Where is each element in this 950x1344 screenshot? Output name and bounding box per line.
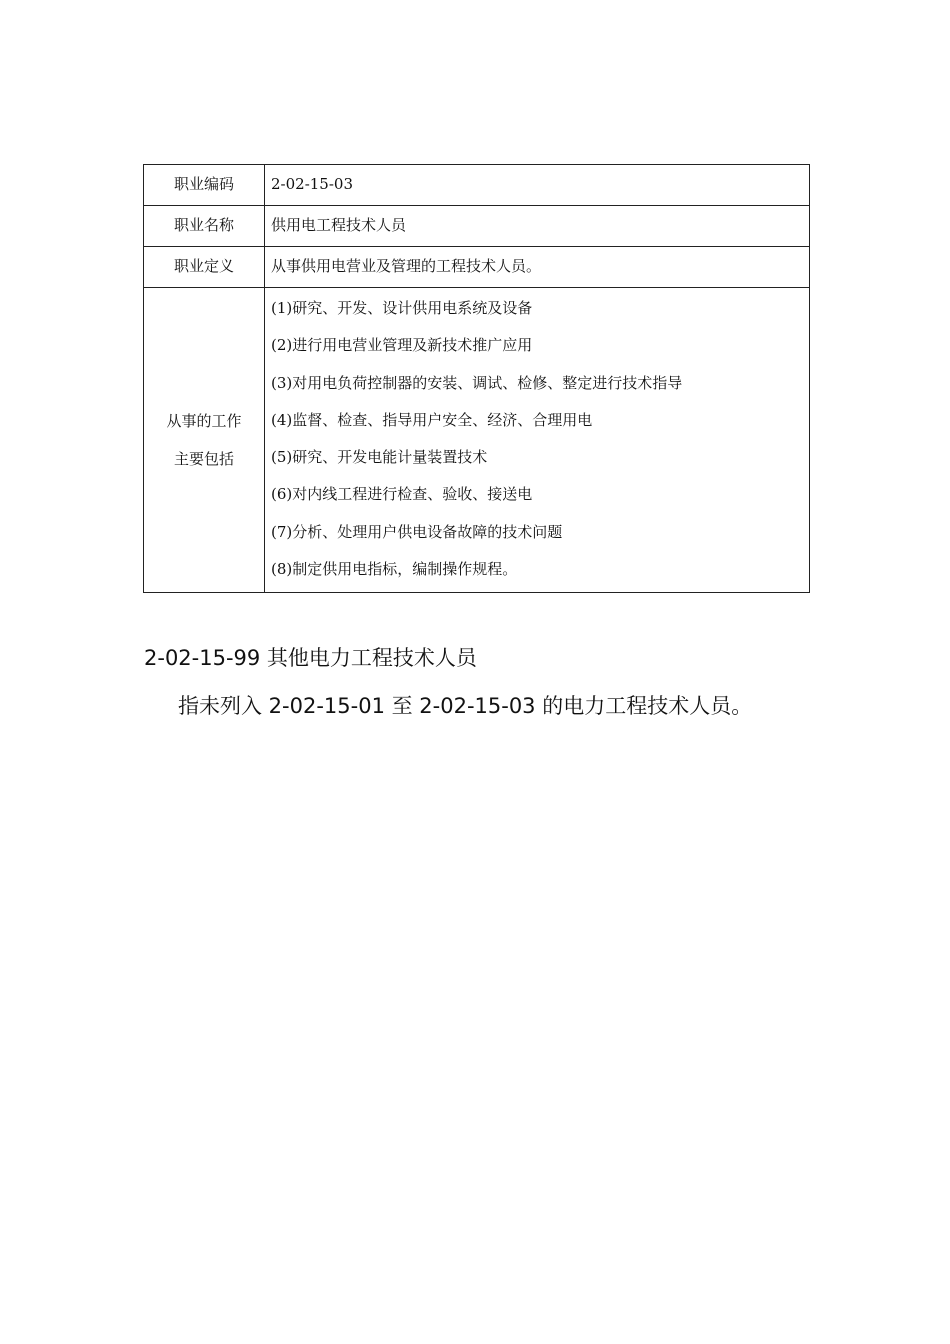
occupation-table: [143, 164, 810, 593]
table-row: [144, 165, 810, 206]
duty-list: [265, 288, 809, 592]
occupation-name-value: 供用电工程技术人员: [265, 206, 810, 247]
duties-label: [144, 288, 265, 593]
table-row: [144, 206, 810, 247]
duties-label-line-2: 主要包括: [173, 450, 234, 469]
list-item: (1)研究、开发、设计供用电系统及设备: [271, 299, 533, 317]
duties-cell: [265, 288, 810, 593]
list-item: (4)监督、检查、指导用户安全、经济、合理用电: [271, 410, 593, 429]
section-text: 指未列入 2-02-15-01 至 2-02-15-03 的电力工程技术人员。: [178, 694, 753, 718]
list-item: (8)制定供用电指标，编制操作规程。: [271, 560, 518, 579]
occupation-definition-label: 职业定义: [144, 247, 265, 288]
list-item: (3)对用电负荷控制器的安装、调试、检修、整定进行技术指导: [271, 373, 683, 392]
section-heading: 2-02-15-99 其他电力工程技术人员: [144, 646, 477, 670]
occupation-code-label: 职业编码: [144, 165, 265, 206]
table-row: [144, 247, 810, 288]
duties-label-line-1: 从事的工作: [166, 412, 242, 431]
table-row: [144, 288, 810, 593]
occupation-name-label: 职业名称: [144, 206, 265, 247]
list-item: (5)研究、开发电能计量装置技术: [271, 448, 488, 467]
list-item: (6)对内线工程进行检查、验收、接送电: [271, 485, 533, 504]
occupation-code-value: 2-02-15-03: [265, 165, 810, 206]
list-item: (7)分析、处理用户供电设备故障的技术问题: [271, 522, 563, 541]
occupation-definition-value: 从事供用电营业及管理的工程技术人员。: [265, 247, 810, 288]
list-item: (2)进行用电营业管理及新技术推广应用: [271, 336, 533, 355]
